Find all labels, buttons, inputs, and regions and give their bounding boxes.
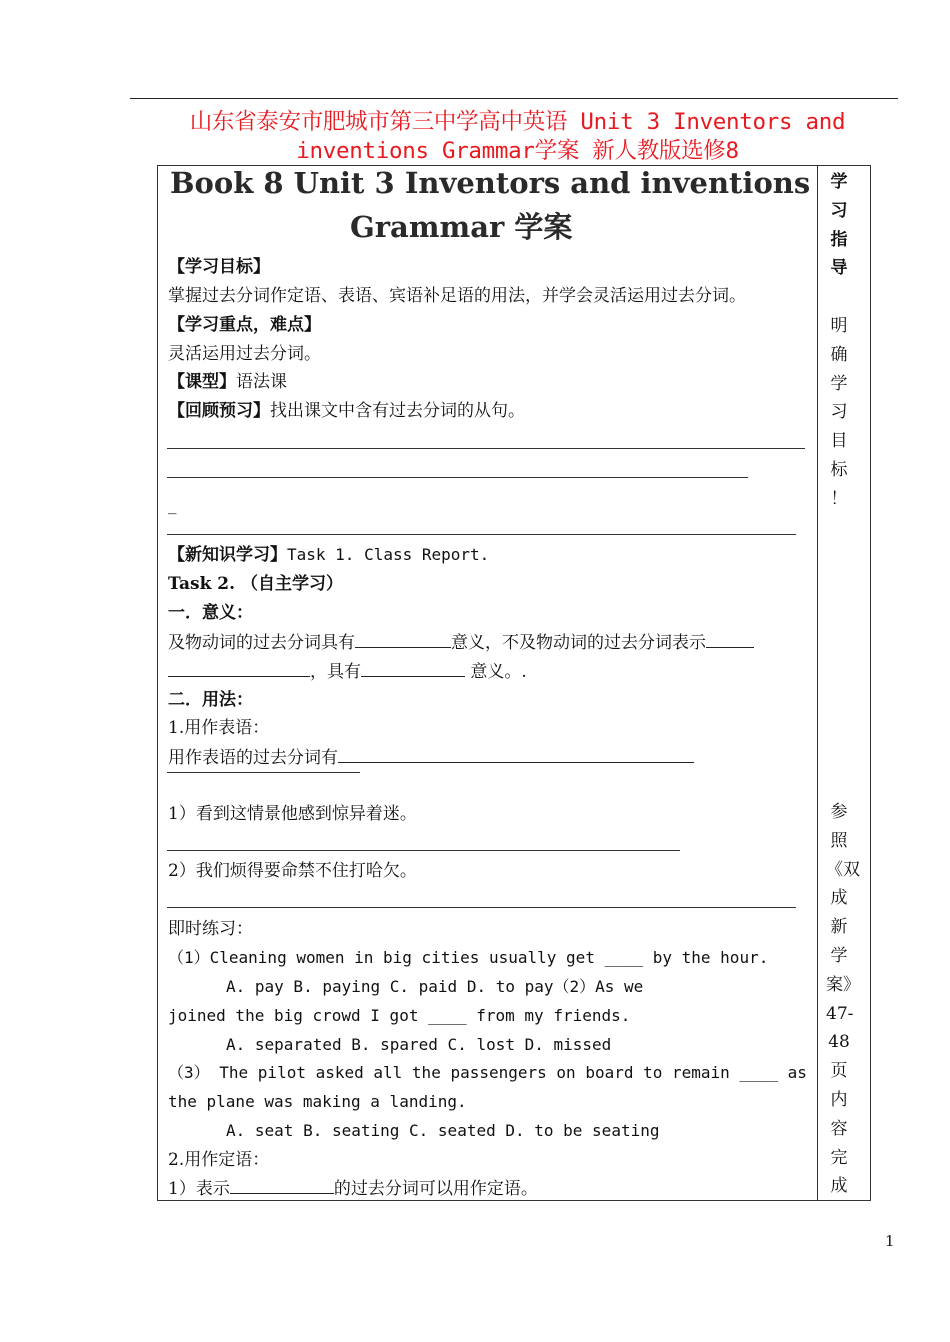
usage1-label: 用作表语的过去分词有 — [168, 748, 338, 768]
sidebar-char: 指 — [830, 229, 848, 250]
answer-line — [167, 448, 805, 449]
review-line — [168, 400, 525, 422]
answer-line — [167, 850, 680, 851]
answer-line — [167, 534, 796, 535]
meaning-d: 意义。. — [465, 662, 527, 682]
sidebar-char: 确 — [830, 344, 848, 365]
sidebar-char: 导 — [830, 258, 848, 279]
example-2: 2）我们烦得要命禁不住打哈欠。 — [168, 861, 417, 881]
sidebar-char: 《双 — [826, 859, 860, 880]
fill-blank[interactable] — [338, 746, 694, 763]
question-1: （1）Cleaning women in big cities usually get ____ by the hour. — [168, 948, 769, 967]
sidebar-char: 参 — [830, 802, 848, 822]
sidebar-char: 明 — [830, 316, 848, 336]
example-1: 1）看到这情景他感到惊异着迷。 — [168, 804, 417, 824]
sidebar-char: ！ — [830, 488, 848, 509]
meaning-c: ，具有 — [310, 662, 361, 682]
review-text: 找出课文中含有过去分词的从句。 — [270, 401, 525, 421]
worksheet-title-line2: Grammar 学案 — [350, 210, 573, 244]
sidebar-char: 新 — [830, 917, 848, 938]
answer-line — [167, 772, 360, 773]
sidebar-char: 目 — [830, 431, 848, 452]
key-heading — [168, 314, 321, 336]
goal-text: 掌握过去分词作定语、表语、宾语补足语的用法，并学会灵活运用过去分词。 — [168, 286, 746, 306]
fill-blank[interactable] — [355, 631, 451, 648]
goal-head: 【学习目标】 — [168, 257, 270, 277]
question-3-cont: the plane was making a landing. — [168, 1092, 467, 1111]
section-meaning-heading: 一．意义： — [168, 603, 253, 623]
question-3-options: A. seat B. seating C. seated D. to be seating — [226, 1121, 660, 1140]
sidebar-char: 照 — [830, 830, 848, 851]
usage2-b: 的过去分词可以用作定语。 — [333, 1179, 538, 1199]
meaning-a: 及物动词的过去分词具有 — [168, 633, 355, 653]
document-title-line1: 山东省泰安市肥城市第三中学高中英语 Unit 3 Inventors and — [189, 109, 846, 135]
sidebar-char: 习 — [830, 200, 848, 221]
fill-blank[interactable] — [361, 660, 465, 677]
usage1-text — [168, 746, 694, 769]
sidebar-char: 48 — [828, 1032, 850, 1053]
document-title-line2: inventions Grammar学案 新人教版选修8 — [296, 138, 739, 164]
sidebar-char: 学 — [830, 172, 848, 192]
key-head: 【学习重点，难点】 — [168, 315, 321, 335]
sidebar-char: 学 — [830, 945, 848, 966]
sidebar-reference — [826, 798, 860, 1201]
worksheet-title-line1: Book 8 Unit 3 Inventors and inventions — [170, 166, 811, 200]
sidebar-char: 内 — [830, 1089, 848, 1110]
question-1-options: A. pay B. paying C. paid D. to pay（2）As we — [226, 977, 644, 996]
type-line — [168, 371, 287, 393]
task2-heading: Task 2. （自主学习） — [168, 574, 343, 594]
fill-blank[interactable] — [706, 631, 754, 648]
question-3: （3） The pilot asked all the passengers on board to remain ____ as — [168, 1063, 807, 1082]
type-text: 语法课 — [236, 372, 287, 392]
meaning-line-2 — [168, 660, 527, 683]
sidebar-char: 成 — [830, 1176, 848, 1197]
header-rule — [130, 98, 898, 99]
sidebar-char: 页 — [830, 1061, 848, 1082]
usage1-heading: 1.用作表语： — [168, 718, 270, 738]
usage2-heading: 2.用作定语： — [168, 1150, 270, 1170]
answer-dash: _ — [168, 495, 177, 515]
document-title — [150, 108, 885, 166]
new-head: 【新知识学习】 — [168, 545, 287, 565]
answer-line — [167, 477, 748, 478]
sidebar-char: 容 — [830, 1118, 848, 1139]
type-head: 【课型】 — [168, 372, 236, 392]
meaning-line — [168, 631, 754, 654]
sidebar-char: 习 — [830, 402, 848, 423]
page-number: 1 — [885, 1232, 895, 1250]
practice-heading: 即时练习： — [168, 919, 253, 939]
sidebar-char: 完 — [830, 1147, 848, 1168]
meaning-b: 意义，不及物动词的过去分词表示 — [451, 633, 706, 653]
usage2-text — [168, 1177, 538, 1200]
sidebar-char: 47- — [826, 1003, 854, 1024]
section-usage-heading: 二．用法： — [168, 690, 253, 710]
sidebar-char: 学 — [830, 373, 848, 394]
goal-heading — [168, 256, 270, 278]
review-head: 【回顾预习】 — [168, 401, 270, 421]
key-text: 灵活运用过去分词。 — [168, 344, 321, 364]
answer-line — [167, 907, 796, 908]
sidebar-char: 标 — [830, 459, 848, 480]
fill-blank[interactable] — [168, 660, 310, 677]
fill-blank[interactable] — [230, 1177, 334, 1194]
sidebar-guide — [826, 168, 852, 283]
column-divider — [817, 165, 818, 1201]
sidebar-char: 案》 — [826, 974, 860, 995]
sidebar-char: 成 — [830, 888, 848, 909]
new-knowledge-line — [168, 544, 489, 566]
question-2: joined the big crowd I got ____ from my friends. — [168, 1006, 631, 1025]
usage2-a: 1）表示 — [168, 1179, 230, 1199]
sidebar-goal — [826, 312, 852, 514]
task1-text: Task 1. Class Report. — [287, 545, 490, 564]
question-2-options: A. separated B. spared C. lost D. missed — [226, 1035, 612, 1054]
